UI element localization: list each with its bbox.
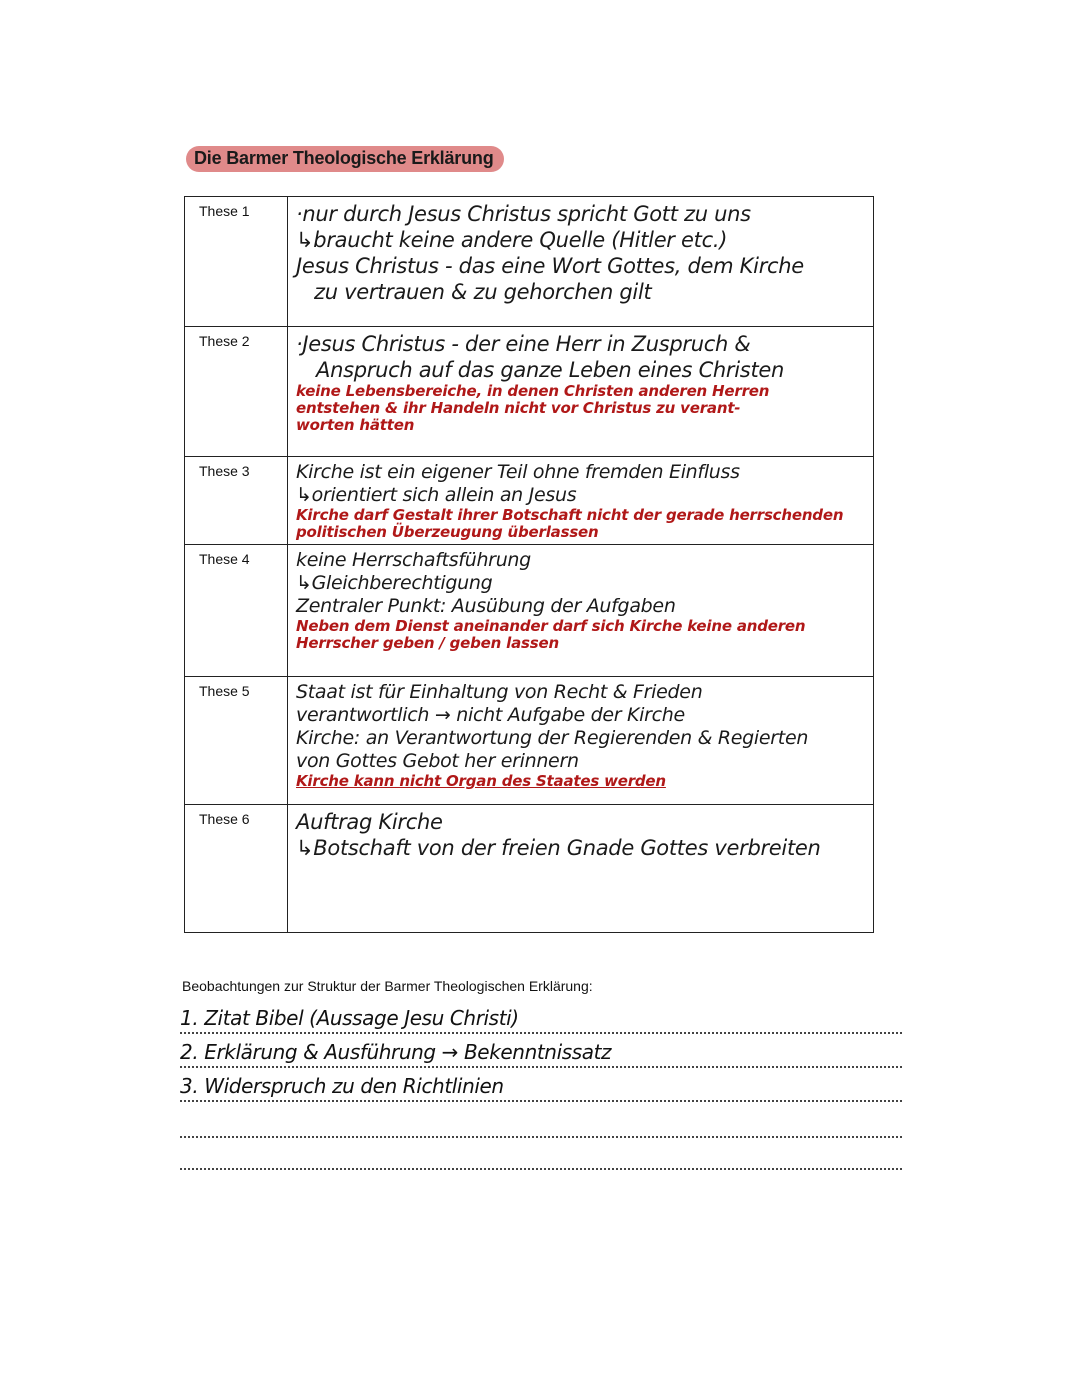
- observation-line: [180, 1140, 902, 1170]
- thesis-line: Auftrag Kirche: [296, 810, 443, 834]
- thesis-content: [288, 677, 874, 805]
- thesis-note: politischen Überzeugung überlassen: [296, 523, 599, 541]
- thesis-line: ↳orientiert sich allein an Jesus: [296, 484, 577, 506]
- thesis-content: [288, 457, 874, 545]
- thesis-line: ·nur durch Jesus Christus spricht Gott zu uns: [296, 202, 751, 226]
- thesis-note: keine Lebensbereiche, in denen Christen anderen Herren: [296, 382, 770, 400]
- thesis-line: keine Herrschaftsführung: [296, 549, 531, 571]
- thesis-line: Zentraler Punkt: Ausübung der Aufgaben: [296, 595, 676, 617]
- observations-label: Beobachtungen zur Struktur der Barmer Theologischen Erklärung:: [182, 978, 593, 994]
- theses-table: [184, 196, 874, 933]
- thesis-line: Staat ist für Einhaltung von Recht & Frieden: [296, 681, 703, 703]
- thesis-row-6: [185, 805, 874, 933]
- thesis-line: ↳braucht keine andere Quelle (Hitler etc.): [296, 228, 728, 252]
- thesis-content: [288, 197, 874, 327]
- thesis-content: [288, 327, 874, 457]
- thesis-note: Kirche darf Gestalt ihrer Botschaft nicht der gerade herrschenden: [296, 506, 844, 524]
- thesis-note: Kirche kann nicht Organ des Staates werden: [296, 772, 666, 790]
- observation-line: [180, 1108, 902, 1138]
- thesis-label: These 6: [185, 805, 288, 933]
- page-title: Die Barmer Theologische Erklärung: [186, 146, 504, 172]
- thesis-content: [288, 545, 874, 677]
- thesis-line: verantwortlich → nicht Aufgabe der Kirche: [296, 704, 685, 726]
- thesis-line: ·Jesus Christus - der eine Herr in Zuspruch &: [296, 332, 751, 356]
- thesis-note: Herrscher geben / geben lassen: [296, 634, 559, 652]
- thesis-row-2: [185, 327, 874, 457]
- thesis-note: entstehen & ihr Handeln nicht vor Christus zu verant-: [296, 399, 741, 417]
- thesis-label: These 4: [185, 545, 288, 677]
- thesis-line: Kirche ist ein eigener Teil ohne fremden Einfluss: [296, 461, 740, 483]
- thesis-content: [288, 805, 874, 933]
- thesis-line: ↳Gleichberechtigung: [296, 572, 493, 594]
- thesis-row-5: [185, 677, 874, 805]
- thesis-label: These 2: [185, 327, 288, 457]
- thesis-line: zu vertrauen & zu gehorchen gilt: [314, 280, 652, 304]
- thesis-row-4: [185, 545, 874, 677]
- thesis-note: Neben dem Dienst aneinander darf sich Kirche keine anderen: [296, 617, 806, 635]
- thesis-line: Kirche: an Verantwortung der Regierenden & Regierten: [296, 727, 809, 749]
- thesis-row-1: [185, 197, 874, 327]
- observation-line: 3. Widerspruch zu den Richtlinien: [180, 1072, 902, 1102]
- thesis-line: von Gottes Gebot her erinnern: [296, 750, 579, 772]
- thesis-row-3: [185, 457, 874, 545]
- observation-line: 1. Zitat Bibel (Aussage Jesu Christi): [180, 1004, 902, 1034]
- thesis-label: These 5: [185, 677, 288, 805]
- thesis-line: Jesus Christus - das eine Wort Gottes, dem Kirche: [296, 254, 804, 278]
- thesis-line: Anspruch auf das ganze Leben eines Christen: [316, 358, 785, 382]
- thesis-line: ↳Botschaft von der freien Gnade Gottes verbreiten: [296, 836, 821, 860]
- thesis-note: worten hätten: [296, 416, 415, 434]
- observation-line: 2. Erklärung & Ausführung → Bekenntnissatz: [180, 1038, 902, 1068]
- thesis-label: These 1: [185, 197, 288, 327]
- thesis-label: These 3: [185, 457, 288, 545]
